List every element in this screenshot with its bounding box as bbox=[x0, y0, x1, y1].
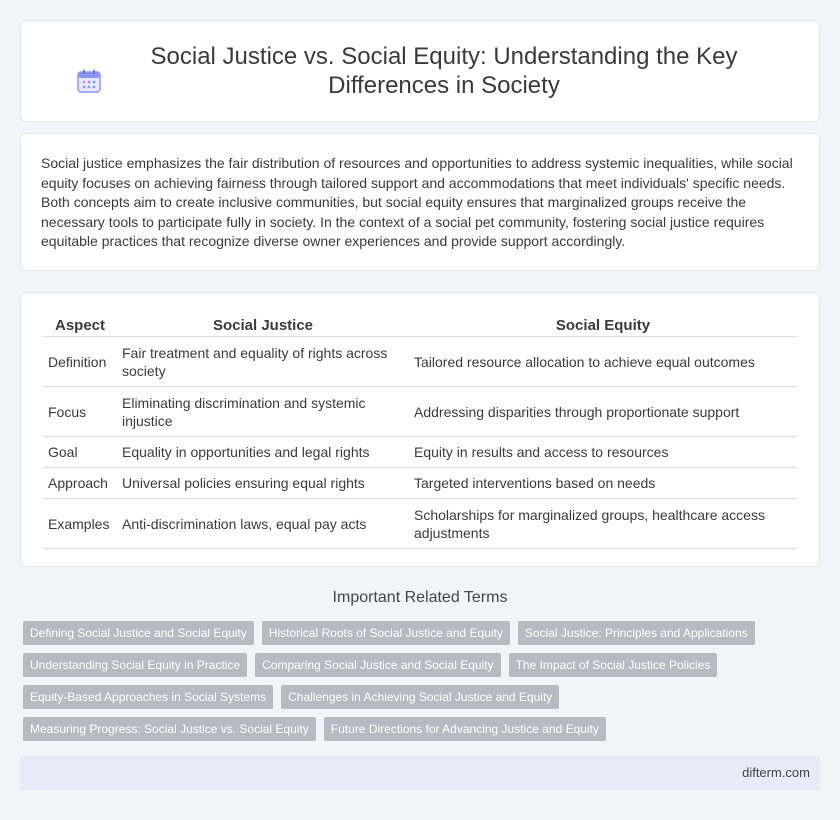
related-terms-heading: Important Related Terms bbox=[332, 589, 508, 606]
calendar-icon bbox=[76, 68, 102, 94]
related-tag[interactable]: Challenges in Achieving Social Justice and Equity bbox=[281, 685, 559, 709]
page-title: Social Justice vs. Social Equity: Understanding the Key Differences in Society bbox=[150, 43, 738, 99]
row-social-justice: Equality in opportunities and legal rights bbox=[117, 437, 409, 468]
intro-paragraph: Social justice emphasizes the fair distribution of resources and opportunities to address systemic inequalities, while social equity focuses on achieving fairness through tailored support and accommodations that meet individuals' specific needs. Both concepts aim to create inclusive communities, but social equity ensures that marginalized groups receive the necessary tools to participate fully in society. In the context of a social pet community, fostering social justice requires equitable practices that recognize diverse owner experiences and provide support accordingly. bbox=[41, 155, 793, 250]
related-tag[interactable]: Defining Social Justice and Social Equity bbox=[23, 621, 254, 645]
related-tag[interactable]: Comparing Social Justice and Social Equity bbox=[255, 653, 500, 677]
related-tag[interactable]: Future Directions for Advancing Justice and Equity bbox=[324, 717, 606, 741]
table-header-row bbox=[43, 311, 797, 337]
related-tag[interactable]: Understanding Social Equity in Practice bbox=[23, 653, 247, 677]
row-social-equity: Addressing disparities through proportionate support bbox=[409, 387, 797, 437]
row-social-justice: Universal policies ensuring equal rights bbox=[117, 468, 409, 499]
row-social-equity: Equity in results and access to resources bbox=[409, 437, 797, 468]
tag-row bbox=[23, 653, 823, 677]
row-aspect: Examples bbox=[43, 499, 117, 549]
row-aspect: Definition bbox=[43, 337, 117, 387]
table-row bbox=[43, 468, 797, 499]
related-tag[interactable]: Historical Roots of Social Justice and Equity bbox=[262, 621, 510, 645]
tag-row bbox=[23, 685, 823, 709]
footer bbox=[20, 756, 820, 790]
related-tag[interactable]: Social Justice: Principles and Applications bbox=[518, 621, 755, 645]
header-aspect: Aspect bbox=[43, 311, 117, 337]
related-tag[interactable]: Measuring Progress: Social Justice vs. Social Equity bbox=[23, 717, 316, 741]
header-social-equity: Social Equity bbox=[409, 311, 797, 337]
title-wrap bbox=[60, 42, 780, 100]
title-card bbox=[20, 20, 820, 122]
header-social-justice: Social Justice bbox=[117, 311, 409, 337]
footer-site-link[interactable]: difterm.com bbox=[742, 765, 810, 780]
tag-row bbox=[23, 621, 823, 645]
related-tags bbox=[23, 621, 823, 749]
tag-row bbox=[23, 717, 823, 741]
row-social-justice: Anti-discrimination laws, equal pay acts bbox=[117, 499, 409, 549]
row-aspect: Goal bbox=[43, 437, 117, 468]
table-row bbox=[43, 387, 797, 437]
related-tag[interactable]: Equity-Based Approaches in Social Systems bbox=[23, 685, 273, 709]
intro-card bbox=[20, 133, 820, 271]
related-tag[interactable]: The Impact of Social Justice Policies bbox=[509, 653, 718, 677]
row-social-equity: Scholarships for marginalized groups, healthcare access adjustments bbox=[409, 499, 797, 549]
row-social-justice: Eliminating discrimination and systemic injustice bbox=[117, 387, 409, 437]
table-row bbox=[43, 337, 797, 387]
row-social-justice: Fair treatment and equality of rights across society bbox=[117, 337, 409, 387]
row-aspect: Approach bbox=[43, 468, 117, 499]
comparison-card bbox=[20, 292, 820, 567]
comparison-table bbox=[43, 311, 797, 549]
row-social-equity: Tailored resource allocation to achieve equal outcomes bbox=[409, 337, 797, 387]
table-row bbox=[43, 499, 797, 549]
row-aspect: Focus bbox=[43, 387, 117, 437]
row-social-equity: Targeted interventions based on needs bbox=[409, 468, 797, 499]
table-row bbox=[43, 437, 797, 468]
